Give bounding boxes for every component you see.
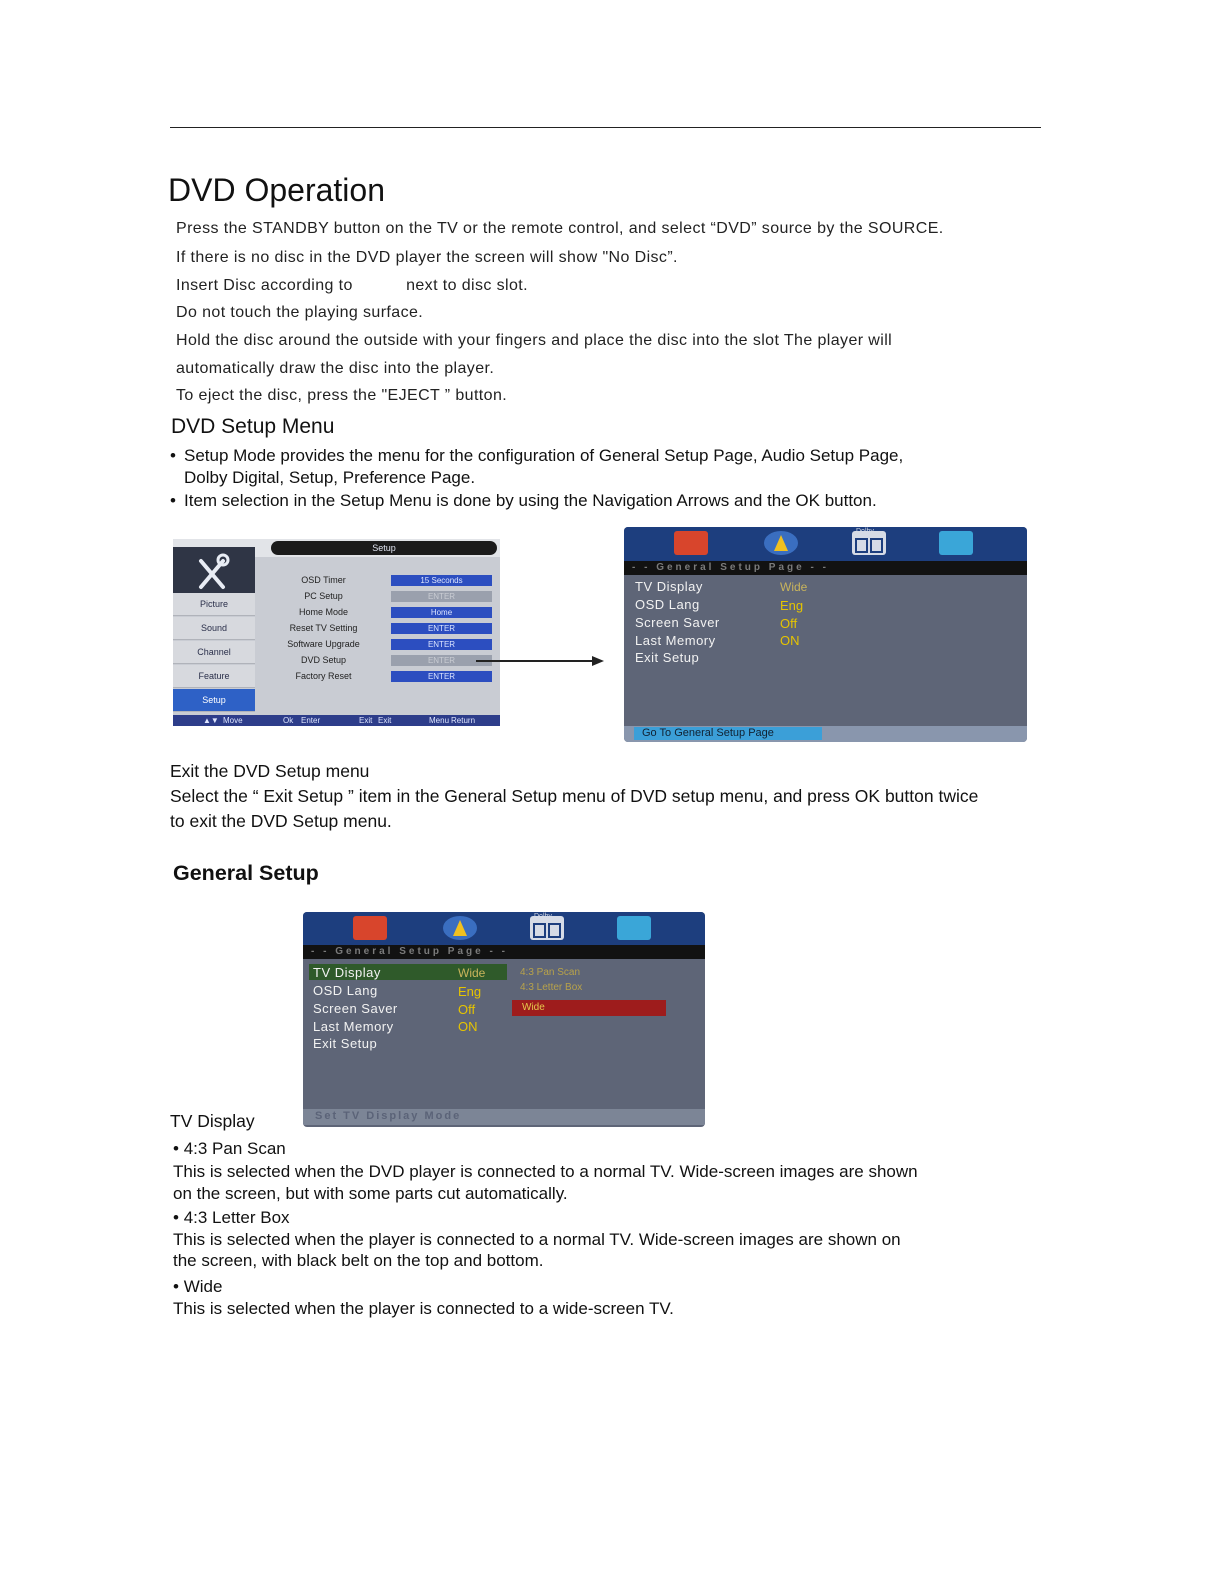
picture-icon [353, 916, 387, 940]
dvd-icon-bar [624, 527, 1027, 563]
setup-menu-heading: DVD Setup Menu [171, 415, 335, 438]
dvd-menu-item: OSD Lang [313, 983, 378, 998]
dvd-page-title: - - General Setup Page - - [624, 561, 1027, 575]
dvd-icon-bar [303, 912, 705, 948]
dvd-menu-value: ON [458, 1019, 478, 1034]
dvd-menu-item: OSD Lang [635, 597, 700, 612]
dvd-page-title: - - General Setup Page - - [303, 945, 705, 959]
intro-line: automatically draw the disc into the player. [176, 360, 495, 377]
picture-icon [674, 531, 708, 555]
arrow-line [476, 660, 594, 662]
option-name: • Wide [173, 1277, 223, 1296]
exit-text: Select the “ Exit Setup ” item in the General Setup menu of DVD setup menu, and press OK button twice [170, 786, 979, 806]
bullet-item: • Setup Mode provides the menu for the configuration of General Setup Page, Audio Setup Page, [170, 446, 904, 465]
dvd-menu-value: ON [780, 633, 800, 648]
tv-row: Home Mode Home [257, 605, 500, 620]
intro-line: Press the STANDBY button on the TV or the remote control, and select “DVD” source by the SOURCE. [176, 220, 944, 237]
header-rule [170, 127, 1041, 128]
bullet-continuation: Dolby Digital, Setup, Preference Page. [184, 468, 476, 487]
option-description: the screen, with black belt on the top and bottom. [173, 1251, 544, 1270]
tv-row: Reset TV Setting ENTER [257, 621, 500, 636]
tv-row: DVD Setup ENTER [257, 653, 500, 668]
dvd-status-text: Set TV Display Mode [315, 1110, 462, 1122]
dolby-label: Dolby [534, 913, 552, 920]
display-option-selected: Wide [512, 1000, 666, 1016]
option-description: This is selected when the DVD player is connected to a normal TV. Wide-screen images are shown [173, 1162, 918, 1181]
audio-icon [443, 916, 477, 940]
intro-line: Insert Disc according to next to disc slot. [176, 277, 528, 294]
page-title: DVD Operation [168, 172, 385, 208]
tv-footer: ▲▼ Move Ok Enter Exit Exit Menu Return [173, 715, 500, 726]
exit-heading: Exit the DVD Setup menu [170, 761, 370, 781]
bullet-item: • Item selection in the Setup Menu is done by using the Navigation Arrows and the OK button. [170, 491, 877, 510]
intro-line: To eject the disc, press the "EJECT ” button. [176, 387, 508, 404]
tv-row: Software Upgrade ENTER [257, 637, 500, 652]
arrow-right-icon [592, 656, 604, 666]
option-name: • 4:3 Pan Scan [173, 1139, 286, 1158]
tv-side-item: Channel [173, 641, 255, 664]
option-description: This is selected when the player is connected to a normal TV. Wide-screen images are shown on [173, 1230, 901, 1249]
audio-icon [764, 531, 798, 555]
tv-side-item: Sound [173, 617, 255, 640]
preference-icon [939, 531, 973, 555]
intro-line: Do not touch the playing surface. [176, 304, 424, 321]
intro-line: Hold the disc around the outside with your fingers and place the disc into the slot The player will [176, 332, 893, 349]
dvd-menu-value: Off [780, 616, 798, 631]
dvd-menu-item: TV Display [635, 579, 703, 594]
tv-display-heading: TV Display [170, 1111, 255, 1131]
tv-side-item: Picture [173, 593, 255, 616]
dvd-menu-item: Screen Saver [313, 1001, 398, 1016]
display-option: 4:3 Pan Scan [520, 967, 581, 978]
dvd-status-bar [624, 726, 1027, 742]
option-description: This is selected when the player is connected to a wide-screen TV. [173, 1299, 674, 1318]
dvd-setup-screenshot [624, 527, 1027, 742]
dvd-status-bar [303, 1109, 705, 1125]
tv-side-item: Feature [173, 665, 255, 688]
tv-row: OSD Timer 15 Seconds [257, 573, 500, 588]
tv-side-item-selected: Setup [173, 689, 255, 712]
tv-row: Factory Reset ENTER [257, 669, 500, 684]
tv-menu-title: Setup [271, 541, 497, 555]
display-option: 4:3 Letter Box [520, 982, 583, 993]
dvd-menu-item: Exit Setup [635, 650, 700, 665]
dvd-menu-value: Off [458, 1002, 476, 1017]
tv-row: PC Setup ENTER [257, 589, 500, 604]
dvd-menu-item-selected: TV Display [313, 965, 381, 980]
option-name: • 4:3 Letter Box [173, 1208, 290, 1227]
dvd-menu-item: Screen Saver [635, 615, 720, 630]
preference-icon [617, 916, 651, 940]
exit-text: to exit the DVD Setup menu. [170, 811, 392, 831]
dvd-menu-value: Eng [458, 984, 482, 999]
dvd-status-text: Go To General Setup Page [634, 727, 822, 740]
general-setup-heading: General Setup [173, 861, 319, 885]
dvd-menu-item: Last Memory [635, 633, 716, 648]
dvd-menu-value: Eng [780, 598, 804, 613]
tv-setup-screenshot [173, 539, 500, 726]
dvd-menu-value: Wide [780, 580, 808, 594]
dvd-menu-item: Exit Setup [313, 1036, 378, 1051]
dolby-label: Dolby [856, 528, 874, 535]
intro-line: If there is no disc in the DVD player the screen will show "No Disc”. [176, 249, 678, 266]
dvd-general-setup-screenshot [303, 912, 705, 1127]
dvd-menu-value: Wide [458, 966, 486, 980]
option-description: on the screen, but with some parts cut automatically. [173, 1184, 568, 1203]
dvd-menu-item: Last Memory [313, 1019, 394, 1034]
